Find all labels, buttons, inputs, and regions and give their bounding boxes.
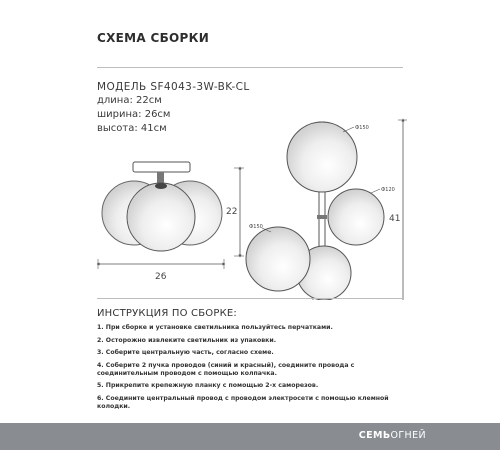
front-view-drawing [102, 162, 222, 251]
diameter-label-right: Ф120 [381, 187, 395, 193]
list-item: 1. При сборке и установке светильника пользуйтесь перчатками. [97, 324, 333, 331]
diameter-label-left: Ф150 [249, 224, 263, 230]
dimension-label-26: 26 [155, 272, 167, 282]
spec-length: длина: 22см [97, 95, 162, 106]
list-item: 3. Соберите центральную часть, согласно схеме. [97, 349, 274, 356]
list-item: 5. Прикрепите крепежную планку с помощью 2-х саморезов. [97, 382, 319, 389]
spec-width: ширина: 26см [97, 109, 171, 120]
model-number: МОДЕЛЬ SF4043-3W-BK-CL [97, 81, 250, 93]
divider [97, 298, 403, 299]
list-item: 4. Соберите 2 пучка проводов (синий и красный), соедините провода с соединительным проводом с помощью колпачка. [97, 361, 355, 377]
dimension-label-41: 41 [389, 214, 401, 224]
globe-top [287, 122, 357, 192]
globe-right [328, 189, 384, 245]
socket [155, 183, 167, 189]
brand-bold: СЕМЬ [358, 430, 391, 441]
dimension-label-22: 22 [226, 207, 238, 217]
brand-logo [359, 430, 426, 441]
list-item: 2. Осторожно извлеките светильник из упаковки. [97, 336, 277, 344]
spec-height: высота: 41см [97, 123, 167, 134]
ceiling-canopy [133, 162, 190, 172]
page-title: СХЕМА СБОРКИ [97, 31, 210, 45]
brand-regular: ОГНЕЙ [390, 430, 426, 441]
instructions-title: ИНСТРУКЦИЯ ПО СБОРКЕ: [97, 308, 237, 319]
list-item: 6. Соедините центральный провод с проводом электросети с помощью клемной колодки. [97, 394, 389, 410]
diameter-label-top: Ф150 [355, 125, 369, 131]
globe-left [246, 227, 310, 291]
footer-bar [0, 423, 500, 450]
instructions-list [97, 324, 407, 415]
side-view-drawing [246, 122, 384, 300]
glass-shade-front [127, 183, 195, 251]
